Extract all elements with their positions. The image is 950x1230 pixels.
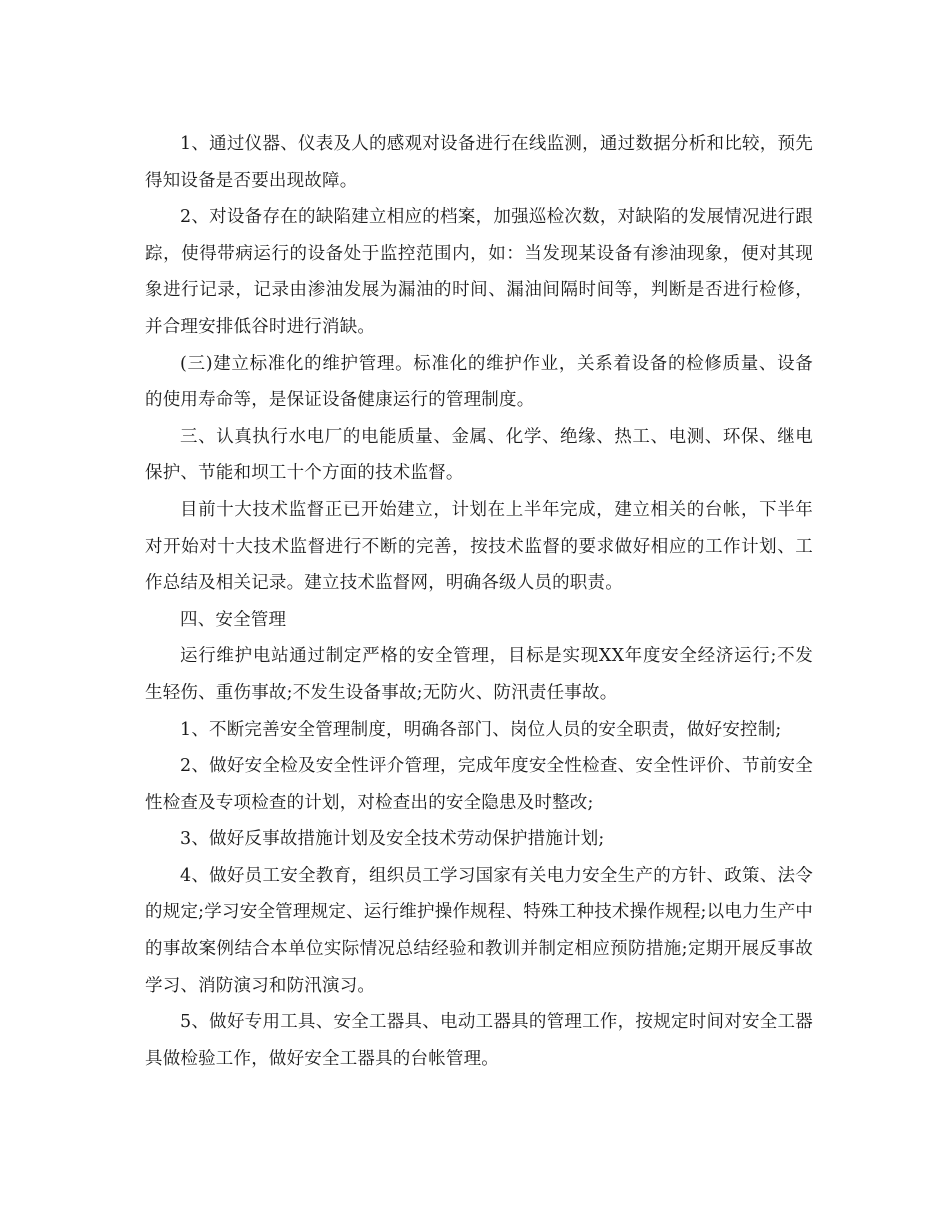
- paragraph-1: 1、通过仪器、仪表及人的感观对设备进行在线监测，通过数据分析和比较，预先得知设备是否要出现故障。: [145, 134, 813, 191]
- paragraph-9: 2、做好安全检及安全性评介管理，完成年度安全性检查、安全性评价、节前安全性检查及专项检查的计划，对检查出的安全隐患及时整改;: [145, 756, 813, 813]
- paragraph-2: 2、对设备存在的缺陷建立相应的档案，加强巡检次数，对缺陷的发展情况进行跟踪，使得带病运行的设备处于监控范围内，如：当发现某设备有渗油现象，便对其现象进行记录，记录由渗油发展为漏油的时间、漏油间隔时间等，判断是否进行检修，并合理安排低谷时进行消缺。: [145, 207, 813, 337]
- paragraph-7: 运行维护电站通过制定严格的安全管理，目标是实现XX年度安全经济运行;不发生轻伤、重伤事故;不发生设备事故;无防火、防汛责任事故。: [145, 646, 813, 703]
- paragraph-12: 5、做好专用工具、安全工器具、电动工器具的管理工作，按规定时间对安全工器具做检验工作，做好安全工器具的台帐管理。: [145, 1012, 813, 1069]
- paragraph-11: 4、做好员工安全教育，组织员工学习国家有关电力安全生产的方针、政策、法令的规定;学习安全管理规定、运行维护操作规程、特殊工种技术操作规程;以电力生产中的事故案例结合本单位实际情况总结经验和教训并制定相应预防措施;定期开展反事故学习、消防演习和防汛演习。: [145, 865, 813, 996]
- document-body: [145, 126, 813, 1077]
- paragraph-3: (三)建立标准化的维护管理。标准化的维护作业，关系着设备的检修质量、设备的使用寿命等，是保证设备健康运行的管理制度。: [145, 353, 813, 411]
- paragraph-5: 目前十大技术监督正已开始建立，计划在上半年完成，建立相关的台帐，下半年对开始对十大技术监督进行不断的完善，按技术监督的要求做好相应的工作计划、工作总结及相关记录。建立技术监督网，明确各级人员的职责。: [145, 499, 813, 594]
- paragraph-4: 三、认真执行水电厂的电能质量、金属、化学、绝缘、热工、电测、环保、继电保护、节能和坝工十个方面的技术监督。: [145, 426, 813, 484]
- section-heading-safety: 四、安全管理: [180, 609, 287, 630]
- paragraph-8: 1、不断完善安全管理制度，明确各部门、岗位人员的安全职责，做好安控制;: [180, 719, 782, 740]
- paragraph-10: 3、做好反事故措施计划及安全技术劳动保护措施计划;: [180, 829, 605, 850]
